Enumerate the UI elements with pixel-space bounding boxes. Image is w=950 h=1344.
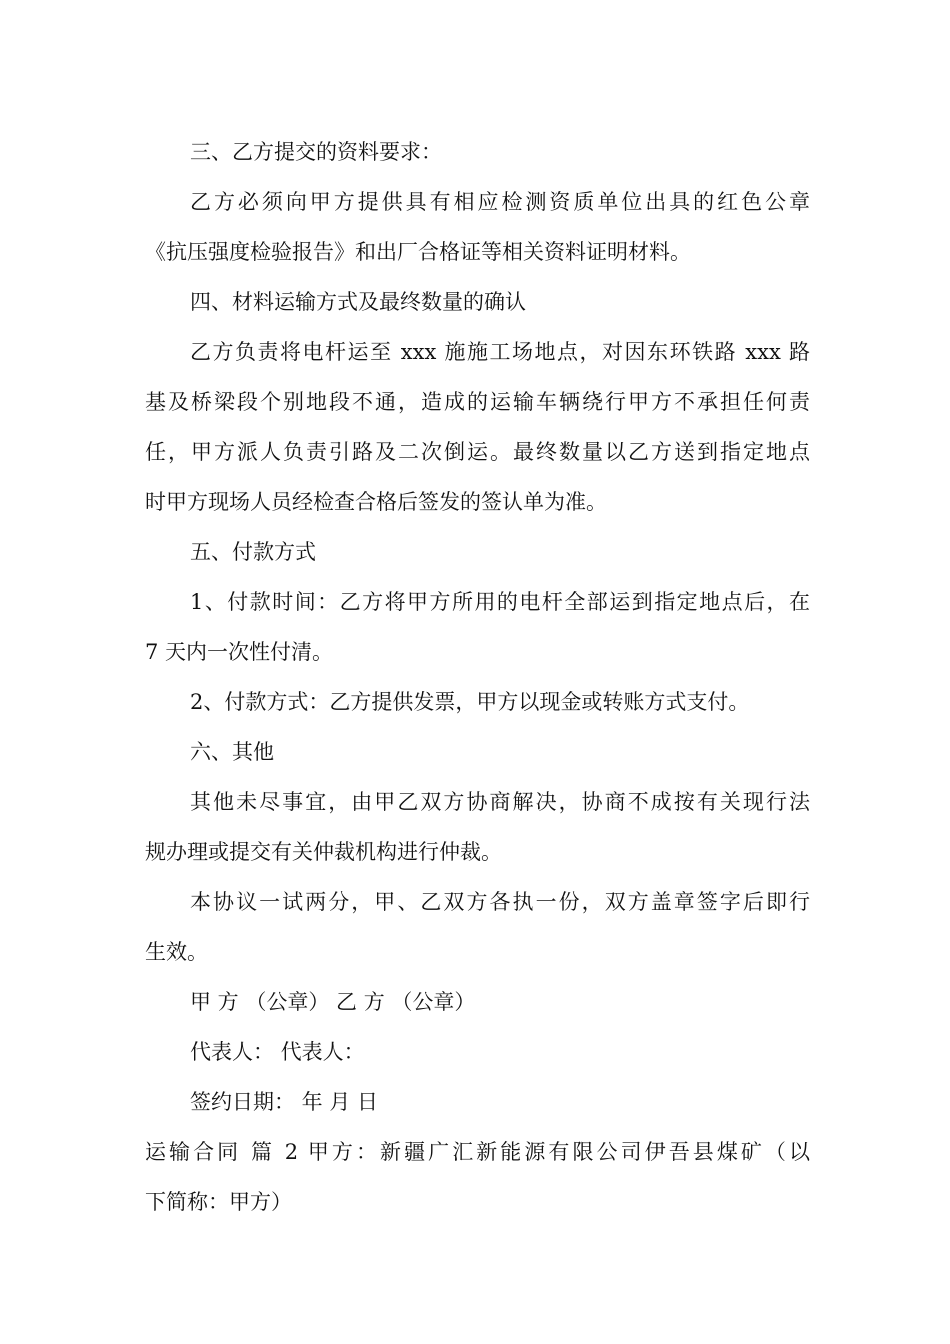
section6-body-line: 规办理或提交有关仲裁机构进行仲裁。 bbox=[145, 840, 502, 864]
section4-body-line: 任，甲方派人负责引路及二次倒运。最终数量以乙方送到指定地点 bbox=[145, 440, 810, 464]
section4-body-line: 时甲方现场人员经检查合格后签发的签认单为准。 bbox=[145, 490, 607, 514]
signature-representatives: 代表人： 代表人： bbox=[190, 1040, 365, 1064]
section4-body-line: 乙方负责将电杆运至 xxx 施施工场地点，对因东环铁路 xxx 路 bbox=[190, 340, 810, 364]
closing-line: 本协议一试两分，甲、乙双方各执一份，双方盖章签字后即行 bbox=[190, 890, 810, 914]
section5-item1-line: 1、付款时间：乙方将甲方所用的电杆全部运到指定地点后，在 bbox=[190, 590, 810, 614]
section3-body-line: 《抗压强度检验报告》和出厂合格证等相关资料证明材料。 bbox=[145, 240, 691, 264]
next-contract-heading-cont: 下简称：甲方） bbox=[145, 1190, 292, 1214]
section3-heading: 三、乙方提交的资料要求： bbox=[190, 140, 442, 164]
closing-line: 生效。 bbox=[145, 940, 208, 964]
section4-heading: 四、材料运输方式及最终数量的确认 bbox=[190, 290, 526, 314]
section5-item2: 2、付款方式：乙方提供发票，甲方以现金或转账方式支付。 bbox=[190, 690, 750, 714]
section3-body-line: 乙方必须向甲方提供具有相应检测资质单位出具的红色公章 bbox=[190, 190, 810, 214]
next-contract-heading: 运输合同 篇 2 甲方：新疆广汇新能源有限公司伊吾县煤矿（以 bbox=[145, 1140, 810, 1164]
signature-parties: 甲 方 （公章） 乙 方 （公章） bbox=[190, 990, 476, 1014]
section5-item1-line: 7 天内一次性付清。 bbox=[145, 640, 334, 664]
section6-heading: 六、其他 bbox=[190, 740, 274, 764]
signature-date: 签约日期： 年 月 日 bbox=[190, 1090, 379, 1114]
section4-body-line: 基及桥梁段个别地段不通，造成的运输车辆绕行甲方不承担任何责 bbox=[145, 390, 810, 414]
section6-body-line: 其他未尽事宜，由甲乙双方协商解决，协商不成按有关现行法 bbox=[190, 790, 810, 814]
section5-heading: 五、付款方式 bbox=[190, 540, 316, 564]
